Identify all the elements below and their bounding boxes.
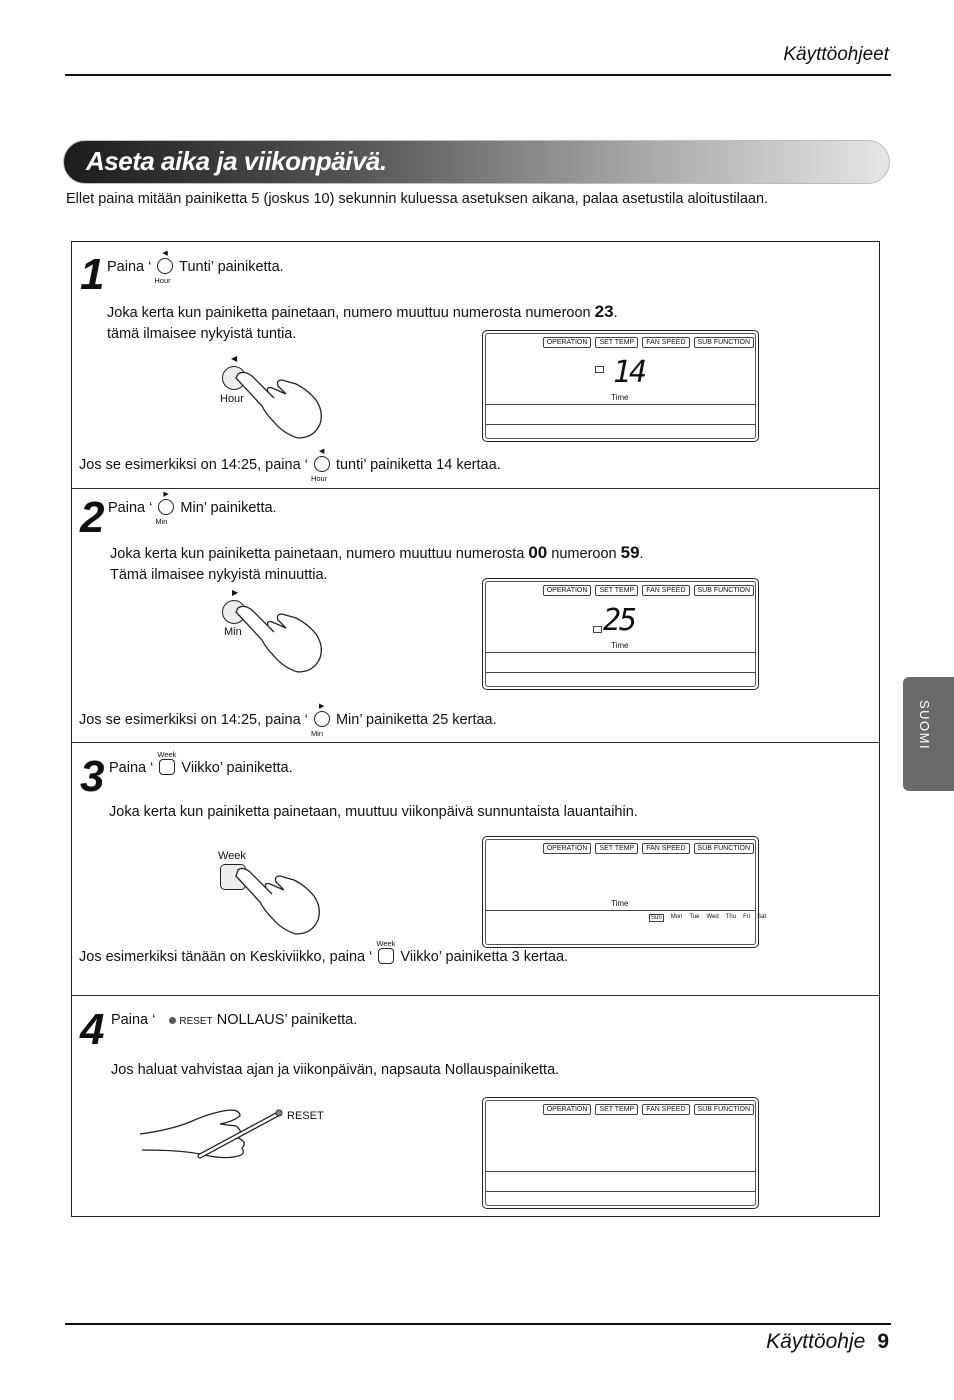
instruction-prefix: Paina ‘ [108,500,153,516]
page-number: 9 [877,1330,889,1353]
lcd-tabs [543,843,754,854]
button-caption: Min [310,729,324,738]
am-pm-indicator-icon [595,366,604,373]
hand-press-illustration: ▶ Min [222,588,332,678]
reset-button-icon [169,1017,176,1024]
desc-text: . [639,546,644,562]
step-instruction [111,1012,357,1028]
footer [766,1330,889,1354]
hour-button-icon: ◀ Hour [157,258,173,274]
lcd-tab: OPERATION [543,585,592,596]
lcd-minute-value: 25 [603,603,636,638]
instruction-prefix: Paina ‘ [107,259,152,275]
desc-text: Joka kerta kun painiketta painetaan, numero muuttuu numerosta numeroon [107,305,595,321]
step-description-line2: Tämä ilmaisee nykyistä minuuttia. [110,567,328,583]
step-separator [72,488,879,489]
step-description: Joka kerta kun painiketta painetaan, muuttuu viikonpäivä sunnuntaista lauantaihin. [109,804,638,820]
illustration-label: Hour [220,393,244,405]
lcd-tab: FAN SPEED [642,337,689,348]
lcd-tab: FAN SPEED [642,585,689,596]
example-suffix: Min’ painiketta 25 kertaa. [335,712,497,728]
language-label: SUOMI [917,700,932,751]
footer-rule [65,1323,891,1325]
instruction-suffix: Min’ painiketta. [180,500,277,516]
example-prefix: Jos se esimerkiksi on 14:25, paina ‘ [79,457,308,473]
lcd-tabs [543,585,754,596]
weekday-wed: Wed [706,914,719,920]
lcd-tab: FAN SPEED [642,1104,689,1115]
example-prefix: Jos esimerkiksi tänään on Keskiviikko, paina ‘ [79,949,373,965]
lcd-tab: OPERATION [543,1104,592,1115]
step-instruction [107,250,284,285]
hand-press-illustration [220,850,330,940]
button-caption: RESET [179,1016,213,1027]
weekday-mon: Mon [670,914,683,920]
lcd-time-caption: Time [611,641,629,650]
step-example [79,939,569,965]
lcd-tab: OPERATION [543,843,592,854]
step-number: 4 [80,1005,105,1054]
instruction-suffix: Tunti’ painiketta. [179,259,284,275]
instruction-suffix: Viikko’ painiketta. [181,760,293,776]
step-description [107,302,618,322]
lcd-tabs [543,1104,754,1115]
instruction-suffix: NOLLAUS’ painiketta. [216,1012,358,1028]
instruction-prefix: Paina ‘ [109,760,154,776]
hour-button-icon: ◀ Hour [314,456,330,472]
button-caption: Week [376,939,396,948]
hand-press-illustration: ◀ Hour [222,354,332,444]
lcd-tab: SET TEMP [595,337,638,348]
step-separator [72,995,879,996]
lcd-tabs [543,337,754,348]
lcd-weekdays [649,914,766,922]
weekday-sun: Sun [651,915,662,921]
weekday-fri: Fri [743,914,751,920]
lcd-time-caption: Time [611,393,629,402]
desc-text: . [613,305,618,321]
desc-number: 59 [620,543,640,562]
lcd-display [482,578,759,690]
weekday-sat: Sat [757,914,767,920]
min-button-icon: ▶ Min [158,499,174,515]
intro-text: Ellet paina mitään painiketta 5 (joskus 10) sekunnin kuluessa asetuksen aikana, palaa asetustila aloitustilaan. [66,191,769,207]
step-instruction [109,750,293,776]
header-section-title: Käyttöohjeet [783,44,889,65]
step-separator [72,742,879,743]
lcd-time-caption: Time [611,899,629,908]
lcd-display [482,836,767,948]
step-number: 1 [80,250,105,299]
button-caption: Hour [154,276,171,285]
weekday-tue: Tue [689,914,700,920]
min-button-icon: ▶ Min [314,711,330,727]
hand-icon [222,354,332,444]
desc-text: Joka kerta kun painiketta painetaan, numero muuttuu numerosta [110,546,529,562]
button-caption: Min [155,517,168,526]
desc-number: 23 [594,302,614,321]
lcd-tab: SET TEMP [595,843,638,854]
lcd-display [482,330,759,442]
hand-pen-illustration [140,1100,340,1170]
desc-number: 00 [528,543,548,562]
step-example [79,448,501,483]
lcd-tab: SET TEMP [595,1104,638,1115]
footer-title: Käyttöohje [766,1330,866,1353]
lcd-tab: SUB FUNCTION [694,843,755,854]
header-rule [65,74,891,76]
example-suffix: tunti’ painiketta 14 kertaa. [335,457,501,473]
step-instruction [108,491,277,526]
step-number: 3 [80,752,105,801]
button-caption: Week [157,750,177,759]
illustration-label: Week [218,850,246,862]
step-description: Jos haluat vahvistaa ajan ja viikonpäivän, napsauta Nollauspainiketta. [111,1062,560,1078]
lcd-tab: SUB FUNCTION [694,1104,755,1115]
step-description-line2: tämä ilmaisee nykyistä tuntia. [107,326,297,342]
week-button-icon [157,750,177,775]
illustration-label: RESET [287,1110,324,1122]
lcd-tab: FAN SPEED [642,843,689,854]
lcd-tab: SUB FUNCTION [694,585,755,596]
example-suffix: Viikko’ painiketta 3 kertaa. [400,949,569,965]
step-number: 2 [80,493,105,542]
lcd-tab: SET TEMP [595,585,638,596]
illustration-label: Min [224,626,242,638]
desc-text: numeroon [547,546,621,562]
hand-icon [222,588,332,678]
week-button-icon [376,939,396,964]
hand-icon [220,850,330,940]
step-example [79,703,497,738]
instruction-prefix: Paina ‘ [111,1012,156,1028]
section-title: Aseta aika ja viikonpäivä. [86,146,387,176]
button-caption: Hour [310,474,328,483]
step-description [110,543,644,563]
am-pm-indicator-icon [593,626,602,633]
lcd-tab: SUB FUNCTION [694,337,755,348]
lcd-display [482,1097,759,1209]
weekday-thu: Thu [725,914,737,920]
example-prefix: Jos se esimerkiksi on 14:25, paina ‘ [79,712,308,728]
lcd-tab: OPERATION [543,337,592,348]
lcd-hour-value: 14 [613,355,646,390]
